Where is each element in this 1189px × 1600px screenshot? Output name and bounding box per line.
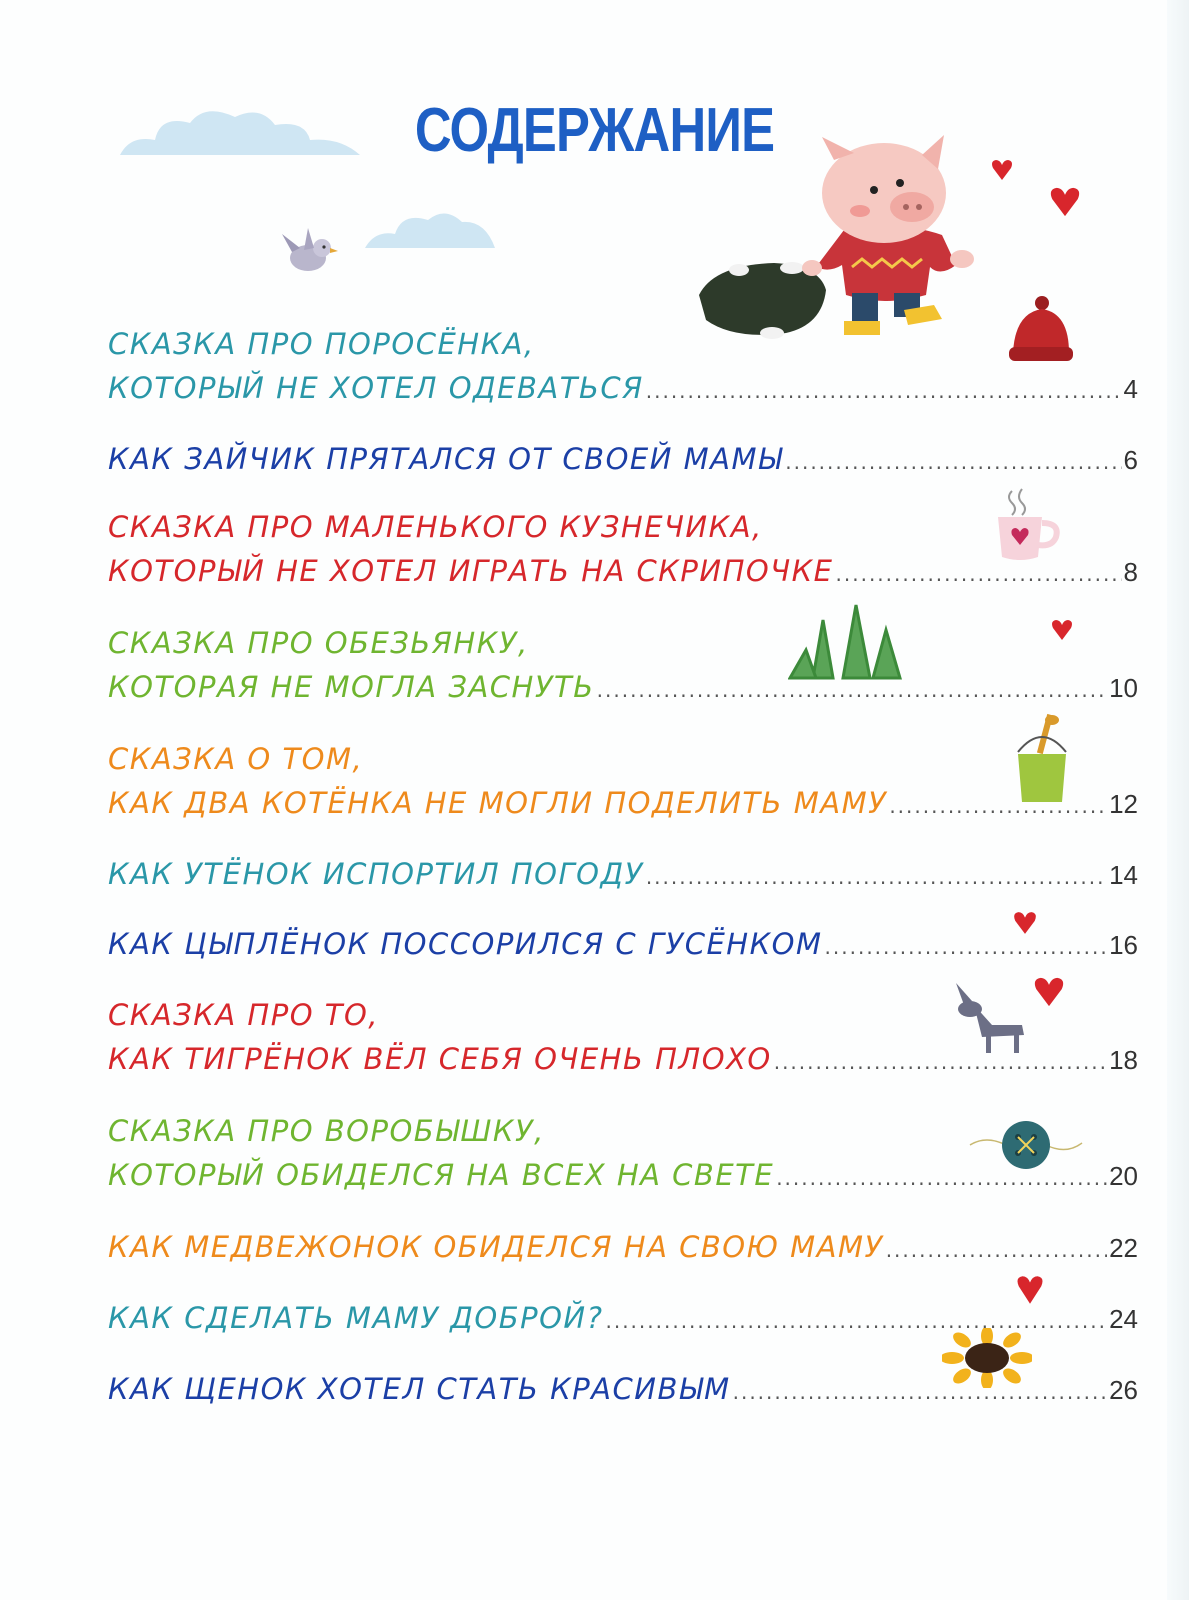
toc-entry-line-1 <box>108 993 1138 1037</box>
toc-entry[interactable] <box>108 621 1138 712</box>
toc-entry-title: КОТОРАЯ НЕ МОГЛА ЗАСНУТЬ <box>108 670 595 704</box>
page-number: 12 <box>1109 789 1138 819</box>
toc-entry-title: СКАЗКА ПРО ПОРОСЁНКА, <box>108 327 535 361</box>
dot-leader <box>646 369 1122 413</box>
toc-entry[interactable] <box>108 1296 1138 1343</box>
toc-entry-title: КАК ТИГРЁНОК ВЁЛ СЕБЯ ОЧЕНЬ ПЛОХО <box>108 1042 772 1076</box>
dot-leader <box>605 1299 1107 1343</box>
dot-leader <box>886 1228 1107 1272</box>
toc-entry-line-1 <box>108 1296 1138 1343</box>
toc-entry-title: КАК СДЕЛАТЬ МАМУ ДОБРОЙ? <box>108 1301 604 1335</box>
toc-entry-title: КАК ЗАЙЧИК ПРЯТАЛСЯ ОТ СВОЕЙ МАМЫ <box>108 442 784 476</box>
toc-entry[interactable] <box>108 737 1138 828</box>
toc-entry-title: СКАЗКА ПРО ТО, <box>108 998 380 1032</box>
toc-entry-line-1 <box>108 1109 1138 1153</box>
dot-leader <box>825 925 1108 969</box>
toc-entry[interactable] <box>108 1225 1138 1272</box>
page-number: 4 <box>1123 374 1138 404</box>
dot-leader <box>785 440 1121 484</box>
dot-leader <box>597 668 1107 712</box>
page-number: 26 <box>1109 1375 1138 1405</box>
dot-leader <box>646 855 1107 899</box>
toc-entry[interactable] <box>108 922 1138 969</box>
dot-leader <box>836 552 1122 596</box>
page-title: СОДЕРЖАНИЕ <box>414 96 775 165</box>
page-number: 8 <box>1123 557 1138 587</box>
page-number: 24 <box>1109 1304 1138 1334</box>
page-number: 22 <box>1109 1233 1138 1263</box>
toc-entry-title: КОТОРЫЙ ОБИДЕЛСЯ НА ВСЕХ НА СВЕТЕ <box>108 1158 775 1192</box>
toc-entry-line-1 <box>108 621 1138 665</box>
toc-entry-title: КАК ДВА КОТЁНКА НЕ МОГЛИ ПОДЕЛИТЬ МАМУ <box>108 786 888 820</box>
toc-entry-line-1 <box>108 322 1138 366</box>
toc-entry-title: КАК УТЁНОК ИСПОРТИЛ ПОГОДУ <box>108 857 644 891</box>
page-number: 16 <box>1109 930 1138 960</box>
toc-entry-line-2 <box>108 549 1138 596</box>
toc-entry-line-2 <box>108 665 1138 712</box>
toc-entry-title: КОТОРЫЙ НЕ ХОТЕЛ ИГРАТЬ НА СКРИПОЧКЕ <box>108 554 834 588</box>
toc-entry[interactable] <box>108 322 1138 413</box>
dot-leader <box>733 1370 1107 1414</box>
dot-leader <box>889 784 1107 828</box>
dot-leader <box>776 1156 1107 1200</box>
toc-entry-line-1 <box>108 1367 1138 1414</box>
page-number: 18 <box>1109 1045 1138 1075</box>
toc-entry[interactable] <box>108 505 1138 596</box>
toc-entry[interactable] <box>108 437 1138 484</box>
page-number: 14 <box>1109 860 1138 890</box>
toc-entry-line-1 <box>108 505 1138 549</box>
toc-entry-line-2 <box>108 1037 1138 1084</box>
toc-entry-line-1 <box>108 1225 1138 1272</box>
toc-entry-line-2 <box>108 781 1138 828</box>
toc-entry-line-2 <box>108 1153 1138 1200</box>
page-number: 20 <box>1109 1161 1138 1191</box>
page-number: 6 <box>1123 445 1138 475</box>
toc-entry-title: КАК ЦЫПЛЁНОК ПОССОРИЛСЯ С ГУСЁНКОМ <box>108 927 823 961</box>
toc-entry-title: СКАЗКА ПРО МАЛЕНЬКОГО КУЗНЕЧИКА, <box>108 510 763 544</box>
toc-entry-line-1 <box>108 852 1138 899</box>
toc-entry-title: КАК ЩЕНОК ХОТЕЛ СТАТЬ КРАСИВЫМ <box>108 1372 731 1406</box>
toc-entry[interactable] <box>108 993 1138 1084</box>
toc-entry[interactable] <box>108 1367 1138 1414</box>
toc-entry-line-1 <box>108 922 1138 969</box>
toc-entry-line-2 <box>108 366 1138 413</box>
page-number: 10 <box>1109 673 1138 703</box>
toc-entry[interactable] <box>108 852 1138 899</box>
toc-entry[interactable] <box>108 1109 1138 1200</box>
toc-entry-title: КОТОРЫЙ НЕ ХОТЕЛ ОДЕВАТЬСЯ <box>108 371 644 405</box>
toc-entry-line-1 <box>108 737 1138 781</box>
toc-entry-title: СКАЗКА О ТОМ, <box>108 742 364 776</box>
toc-entry-title: КАК МЕДВЕЖОНОК ОБИДЕЛСЯ НА СВОЮ МАМУ <box>108 1230 884 1264</box>
toc-entry-line-1 <box>108 437 1138 484</box>
toc-entry-title: СКАЗКА ПРО ОБЕЗЬЯНКУ, <box>108 626 529 660</box>
dot-leader <box>774 1040 1107 1084</box>
toc-entry-title: СКАЗКА ПРО ВОРОБЫШКУ, <box>108 1114 545 1148</box>
